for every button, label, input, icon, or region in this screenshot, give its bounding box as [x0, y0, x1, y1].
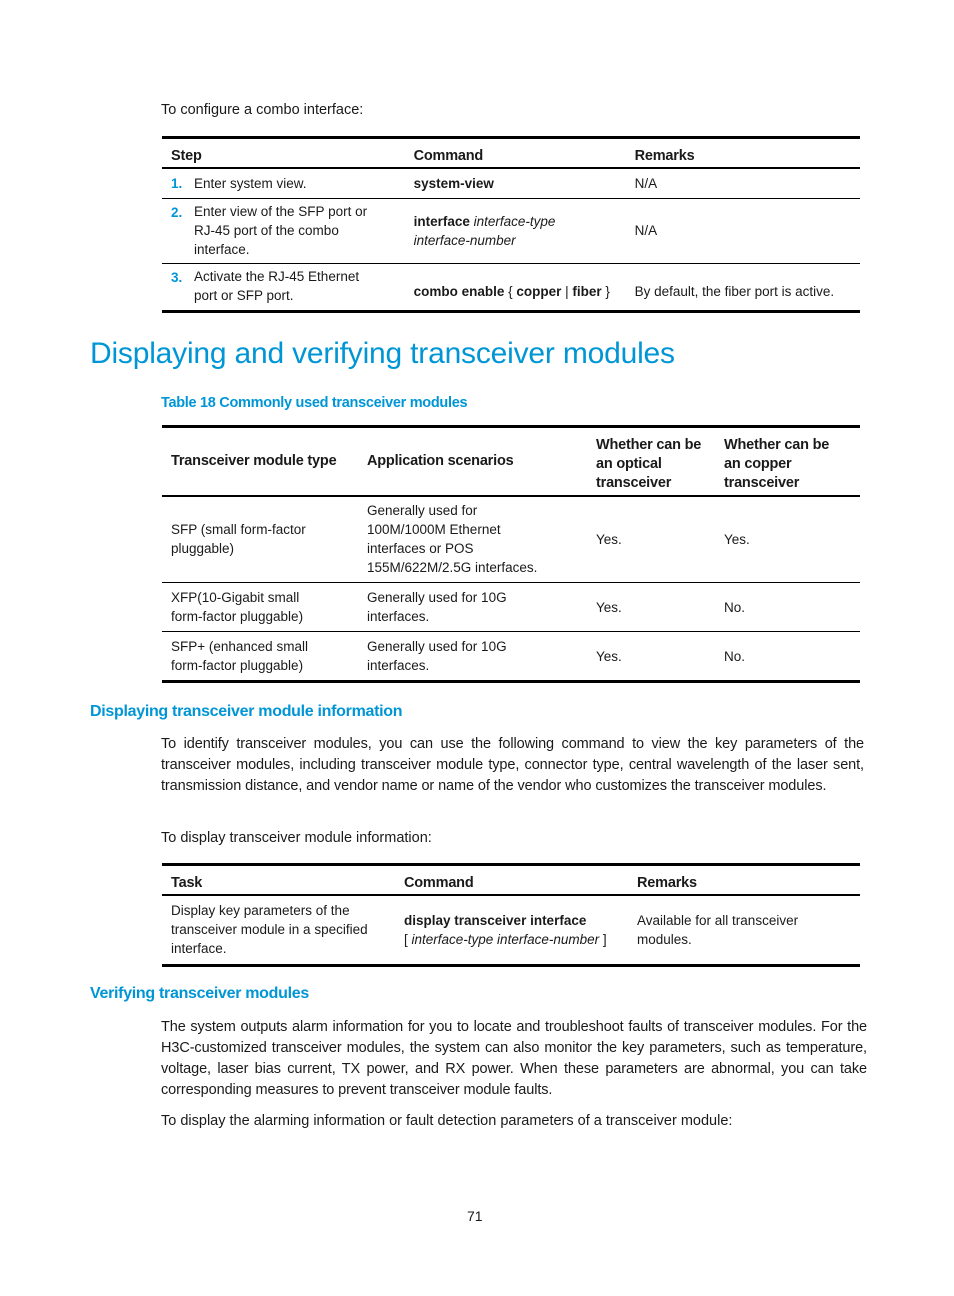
cell-line: interface. [171, 941, 227, 957]
subsection-heading-display: Displaying transceiver module information [90, 703, 403, 720]
column-header-remarks: Remarks [634, 148, 695, 164]
remarks-cell [628, 895, 860, 965]
column-header-optical [587, 427, 715, 496]
verify-paragraph: The system outputs alarm information for you to locate and troubleshoot faults of transceiver modules. For the H3C-customized transceiver modules, the system can also monitor the key parameters, such as temperature, voltage, laser bias current, TX power, and RX power. When these parameters are abnormal, you can take corresponding measures to prevent transceiver module faults. [161, 1019, 867, 1098]
scenario-cell [358, 583, 587, 632]
column-header-command: Command [404, 875, 474, 891]
column-header-command: Command [413, 148, 484, 164]
optical-cell: Yes. [596, 648, 622, 664]
cell-line: Available for all transceiver [637, 912, 799, 928]
table-row [162, 583, 860, 632]
display-info-paragraph: To identify transceiver modules, you can use the following command to view the key parameters of the transceiver modules, including transceiver module type, connector type, central wavelength of the laser sent, transmission distance, and vendor name or name of the vendor who customizes the transceiver modules. [161, 736, 864, 794]
scenario-cell [358, 496, 587, 583]
step-number: 2. [171, 204, 183, 220]
cell-line: 155M/622M/2.5G interfaces. [367, 560, 538, 576]
step-description: Enter system view. [194, 175, 307, 191]
remarks-cell: N/A [634, 175, 658, 191]
command-option-fiber: fiber [572, 284, 602, 299]
cell-line: SFP+ (enhanced small [171, 639, 308, 654]
header-line: transceiver [724, 474, 800, 491]
remarks-cell: By default, the fiber port is active. [634, 284, 835, 299]
command-brace: { [504, 284, 517, 299]
cell-line: Generally used for 10G [367, 590, 507, 605]
command-keyword: display transceiver interface [404, 912, 587, 928]
cell-line: XFP(10-Gigabit small [171, 590, 300, 605]
step-line: RJ-45 port of the combo [194, 222, 339, 238]
command-cell [395, 895, 628, 965]
display-info-intro: To display transceiver module information: [161, 830, 432, 846]
table-row [162, 263, 860, 311]
cell-line: Generally used for 10G [367, 639, 507, 654]
command-argument: interface-type interface-number [411, 931, 600, 947]
copper-cell: No. [724, 648, 746, 664]
step-description [194, 263, 405, 311]
cell-line: pluggable) [171, 541, 235, 557]
header-line: an copper [724, 455, 792, 472]
command-keyword: system-view [413, 175, 494, 191]
cell-line: Generally used for [367, 503, 478, 519]
command-cell [405, 198, 626, 263]
section-heading: Displaying and verifying transceiver modules [90, 337, 675, 370]
header-line: Whether can be [596, 436, 702, 453]
command-option-copper: copper [516, 284, 562, 299]
table-row [162, 168, 860, 198]
optical-cell: Yes. [596, 531, 622, 547]
task-cell [162, 895, 395, 965]
cell-line: transceiver module in a specified [171, 922, 368, 938]
cell-line: 100M/1000M Ethernet [367, 522, 501, 538]
cell-line: modules. [637, 931, 692, 947]
command-bracket: [ [404, 931, 412, 947]
cell-line: Display key parameters of the [171, 903, 350, 919]
table-row [162, 895, 860, 965]
command-keyword: interface [413, 213, 470, 229]
table-row [162, 198, 860, 263]
command-keyword: combo enable [413, 284, 505, 299]
transceiver-modules-table [162, 425, 860, 683]
copper-cell: Yes. [724, 531, 750, 547]
module-type-cell [162, 496, 358, 583]
column-header-copper [715, 427, 860, 496]
column-header-task: Task [171, 875, 203, 891]
table-row [162, 496, 860, 583]
cell-line: SFP (small form-factor [171, 522, 306, 538]
step-line: interface. [194, 241, 250, 257]
display-command-table [162, 863, 860, 967]
command-argument: interface-type [473, 213, 556, 229]
command-cell [405, 263, 626, 311]
verify-intro: To display the alarming information or fault detection parameters of a transceiver module: [161, 1113, 733, 1129]
scenario-cell [358, 632, 587, 682]
step-line: port or SFP port. [194, 288, 294, 303]
combo-config-table [162, 136, 860, 313]
step-line: Enter view of the SFP port or [194, 203, 368, 219]
command-argument: interface-number [413, 232, 516, 248]
step-number: 1. [171, 175, 183, 191]
step-line: Activate the RJ-45 Ethernet [194, 269, 360, 284]
command-bracket: ] [599, 931, 607, 947]
column-header-module-type: Transceiver module type [171, 452, 337, 469]
cell-line: interfaces. [367, 658, 430, 673]
column-header-application-scenarios: Application scenarios [367, 452, 514, 469]
header-line: Whether can be [724, 436, 830, 453]
step-number: 3. [171, 269, 183, 285]
table-row [162, 632, 860, 682]
optical-cell: Yes. [596, 599, 622, 615]
module-type-cell [162, 583, 358, 632]
cell-line: form-factor pluggable) [171, 658, 304, 673]
header-line: an optical [596, 455, 662, 472]
remarks-cell: N/A [634, 223, 658, 238]
command-separator: | [561, 284, 573, 299]
header-line: transceiver [596, 474, 672, 491]
combo-intro-text: To configure a combo interface: [161, 102, 364, 118]
table-caption: Table 18 Commonly used transceiver modules [161, 395, 468, 411]
cell-line: form-factor pluggable) [171, 609, 304, 624]
subsection-heading-verify: Verifying transceiver modules [90, 985, 309, 1002]
column-header-step: Step [171, 148, 202, 164]
step-description [194, 198, 405, 263]
cell-line: interfaces. [367, 609, 430, 624]
module-type-cell [162, 632, 358, 682]
command-brace: } [601, 284, 610, 299]
cell-line: interfaces or POS [367, 541, 474, 557]
column-header-remarks: Remarks [637, 875, 697, 891]
copper-cell: No. [724, 599, 746, 615]
page-number: 71 [467, 1208, 483, 1224]
